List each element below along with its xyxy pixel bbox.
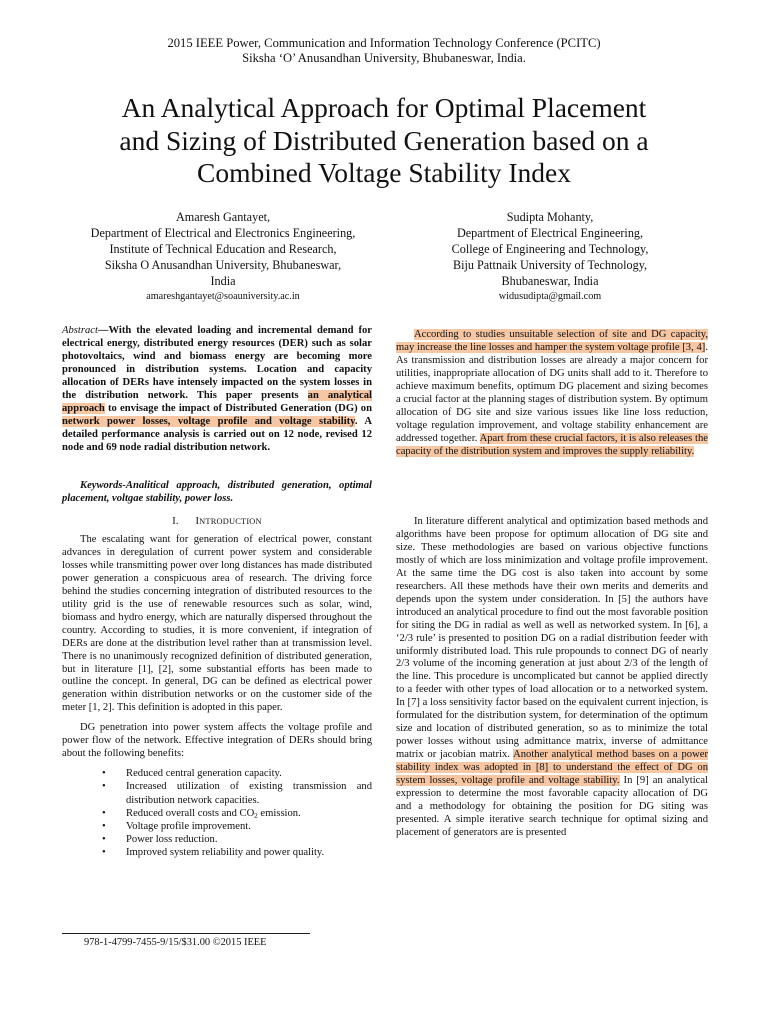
list-item: • Reduced central generation capacity. [102,768,282,780]
copyright-footer: 978-1-4799-7455-9/15/$31.00 ©2015 IEEE [84,937,267,948]
benefits-list [62,767,372,859]
author-affiliation: Siksha O Anusandhan University, Bhubaneswar, [104,258,342,272]
title-line-2: and Sizing of Distributed Generation based on a [119,124,649,156]
list-item: • Power loss reduction. [102,834,218,846]
author-affiliation: India [210,274,236,288]
introduction [62,534,372,860]
title-line-1: An Analytical Approach for Optimal Placement [121,92,647,123]
author-block-2 [404,209,696,305]
author-email: widusudipta@gmail.com [498,291,602,302]
bullet-icon: • [102,821,106,833]
paragraph-text: . As transmission and distribution losses are already a major concern for utilities, inappropriate allocation of DG units shall add to it. Therefore to achieve maximum benefits, optimum DG placement and sizing becomes a crucial factor at the planning stages of distribution system. By optimum allocation of DG site and size various issues like line loss reduction, voltage regulation improvement, and voltage stability enhancement are addressed together. [396,341,708,444]
author-affiliation: Department of Electrical and Electronics Engineering, [90,226,356,240]
subscript: 2 [254,811,258,820]
abstract-text: . A detailed performance analysis is carried out on 12 node, revised 12 node and 69 node radial distribution network. [62,415,372,453]
highlight: Apart from these crucial factors, it is also releases the capacity of the distribution system and improves the supply reliability. [396,432,708,457]
conference-header [0,36,768,66]
section-heading [62,516,372,527]
author-affiliation: Department of Electrical Engineering, [456,226,644,240]
abstract-label: Abstract [62,325,98,336]
bullet-icon: • [102,768,106,780]
conference-venue: Siksha ‘O’ Anusandhan University, Bhubaneswar, India. [242,51,526,65]
paper-title [40,92,728,190]
title-line-3: Combined Voltage Stability Index [196,157,572,188]
bullet-icon: • [102,834,106,846]
highlight: an analytical approach [62,389,372,414]
highlight: network power losses, voltage profile and voltage stability [62,415,355,427]
author-affiliation: College of Engineering and Technology, [451,242,649,256]
author-affiliation: Biju Pattnaik University of Technology, [452,258,648,272]
footnote-rule [62,933,310,934]
bullet-icon: • [102,781,106,793]
keywords [62,480,372,506]
highlight: According to studies unsuitable selection of site and DG capacity, may increase the line losses and hamper the system voltage profile [3, 4] [396,329,708,353]
list-item: • Voltage profile improvement. [102,821,251,833]
author-affiliation: Institute of Technical Education and Research, [109,242,337,256]
right-paragraph-2 [396,516,708,840]
abstract [62,325,372,455]
list-item: • Improved system reliability and power quality. [102,847,325,859]
list-item: • Reduced overall costs and $CO_2$ emission. [102,807,301,820]
author-name: Amaresh Gantayet, [175,210,271,224]
author-affiliation: Bhubaneswar, India [501,274,599,288]
bullet-icon: • [102,807,106,819]
section-title-initial: I [195,516,200,527]
paragraph: The escalating want for generation of electrical power, constant advances in deregulation of current power system and considerable losses while transmitting power over long distances has made distributed power generation a conspicuous area of research. The driving force behind the studies concerning integration of distributed resources to the utility grid is the use of renewable resources such as solar, wind, biomass and hydro energy, which are naturally dispersed throughout the country. According to studies, it is more convenient, if integration of DERs are done at the distribution level rather than at transmission level. There is no unanimously recognized definition of distributed generation, but in literature [1], [2], some substantial efforts has been made to outline the concept. In general, DG can be defined as electrical power generation within distribution networks or on the customer side of the meter [1, 2]. This definition is adopted in this paper. [62,534,372,714]
author-name: Sudipta Mohanty, [506,210,594,224]
right-paragraph-1 [396,329,708,459]
section-number: I. [172,516,179,527]
author-email: amareshgantayet@soauniversity.ac.in [146,291,300,302]
bullet-icon: • [102,847,106,859]
paragraph-text: In literature different analytical and optimization based methods and algorithms have been propose for optimum allocation of DG site and size. These methodologies are based on various objective functions mostly of which are loss minimization and voltage profile improvement. At the same time the DG cost is also taken into account by some researchers. All these methods have their own merits and demerits and depends upon the system under consideration. In [5] the authors have introduced an analytical procedure to find out the most favorable position for siting the DG in radial as well as well as networked system. In [6], a ‘2/3 rule’ is presented to position DG on a radial distribution feeder with uniformly distributed load. This rule propounds to connect DG of nearly 2/3 volume of the incoming generation at just about 2/3 of the length of the line. This procedure is uncomplicated but cannot be applied directly to a feeder with other types of load allocation or to a networked system. In [7] a loss sensitivity factor based on the equivalent current injection, is formulated for the distribution system, for determination of the optimum size and location of distributed generation, so as to minimize the total power losses without using admittance matrix, inverse of admittance matrix or jacobian matrix. [396,516,708,761]
paragraph: DG penetration into power system affects the voltage profile and power flow of the network. Effective integration of DERs should bring about the following benefits: [62,722,372,760]
conference-name: 2015 IEEE Power, Communication and Information Technology Conference (PCITC) [167,36,601,50]
keywords-text: Keywords-Analitical approach, distributed generation, optimal placement, voltgae stability, power loss. [62,480,372,504]
section-title-rest: NTRODUCTION [199,517,262,526]
abstract-text: to envisage the impact of Distributed Generation (DG) on [104,402,372,414]
author-block-1 [40,209,406,305]
paragraph-text: In [9] an analytical expression to determine the most favorable capacity allocation of DG and a methodology for obtaining the position for DG siting was presented. A simple iterative search technique for optimal sizing and placement of generators are is presented [396,775,708,838]
list-item: • Increased utilization of existing transmission and distribution network capacities. [102,781,372,806]
highlight: Another analytical method bases on a power stability index was adopted in [8] to understand the effect of DG on system losses, voltage profile and voltage stability. [396,749,708,787]
abstract-text: —With the elevated loading and incremental demand for electrical energy, distributed energy resources (DER) such as solar photovoltaics, wind and biomass energy are becoming more pronounced in distribution systems. Location and capacity allocation of DERs have intensely impacted on the system losses in the distribution network. This paper presents [62,325,372,401]
